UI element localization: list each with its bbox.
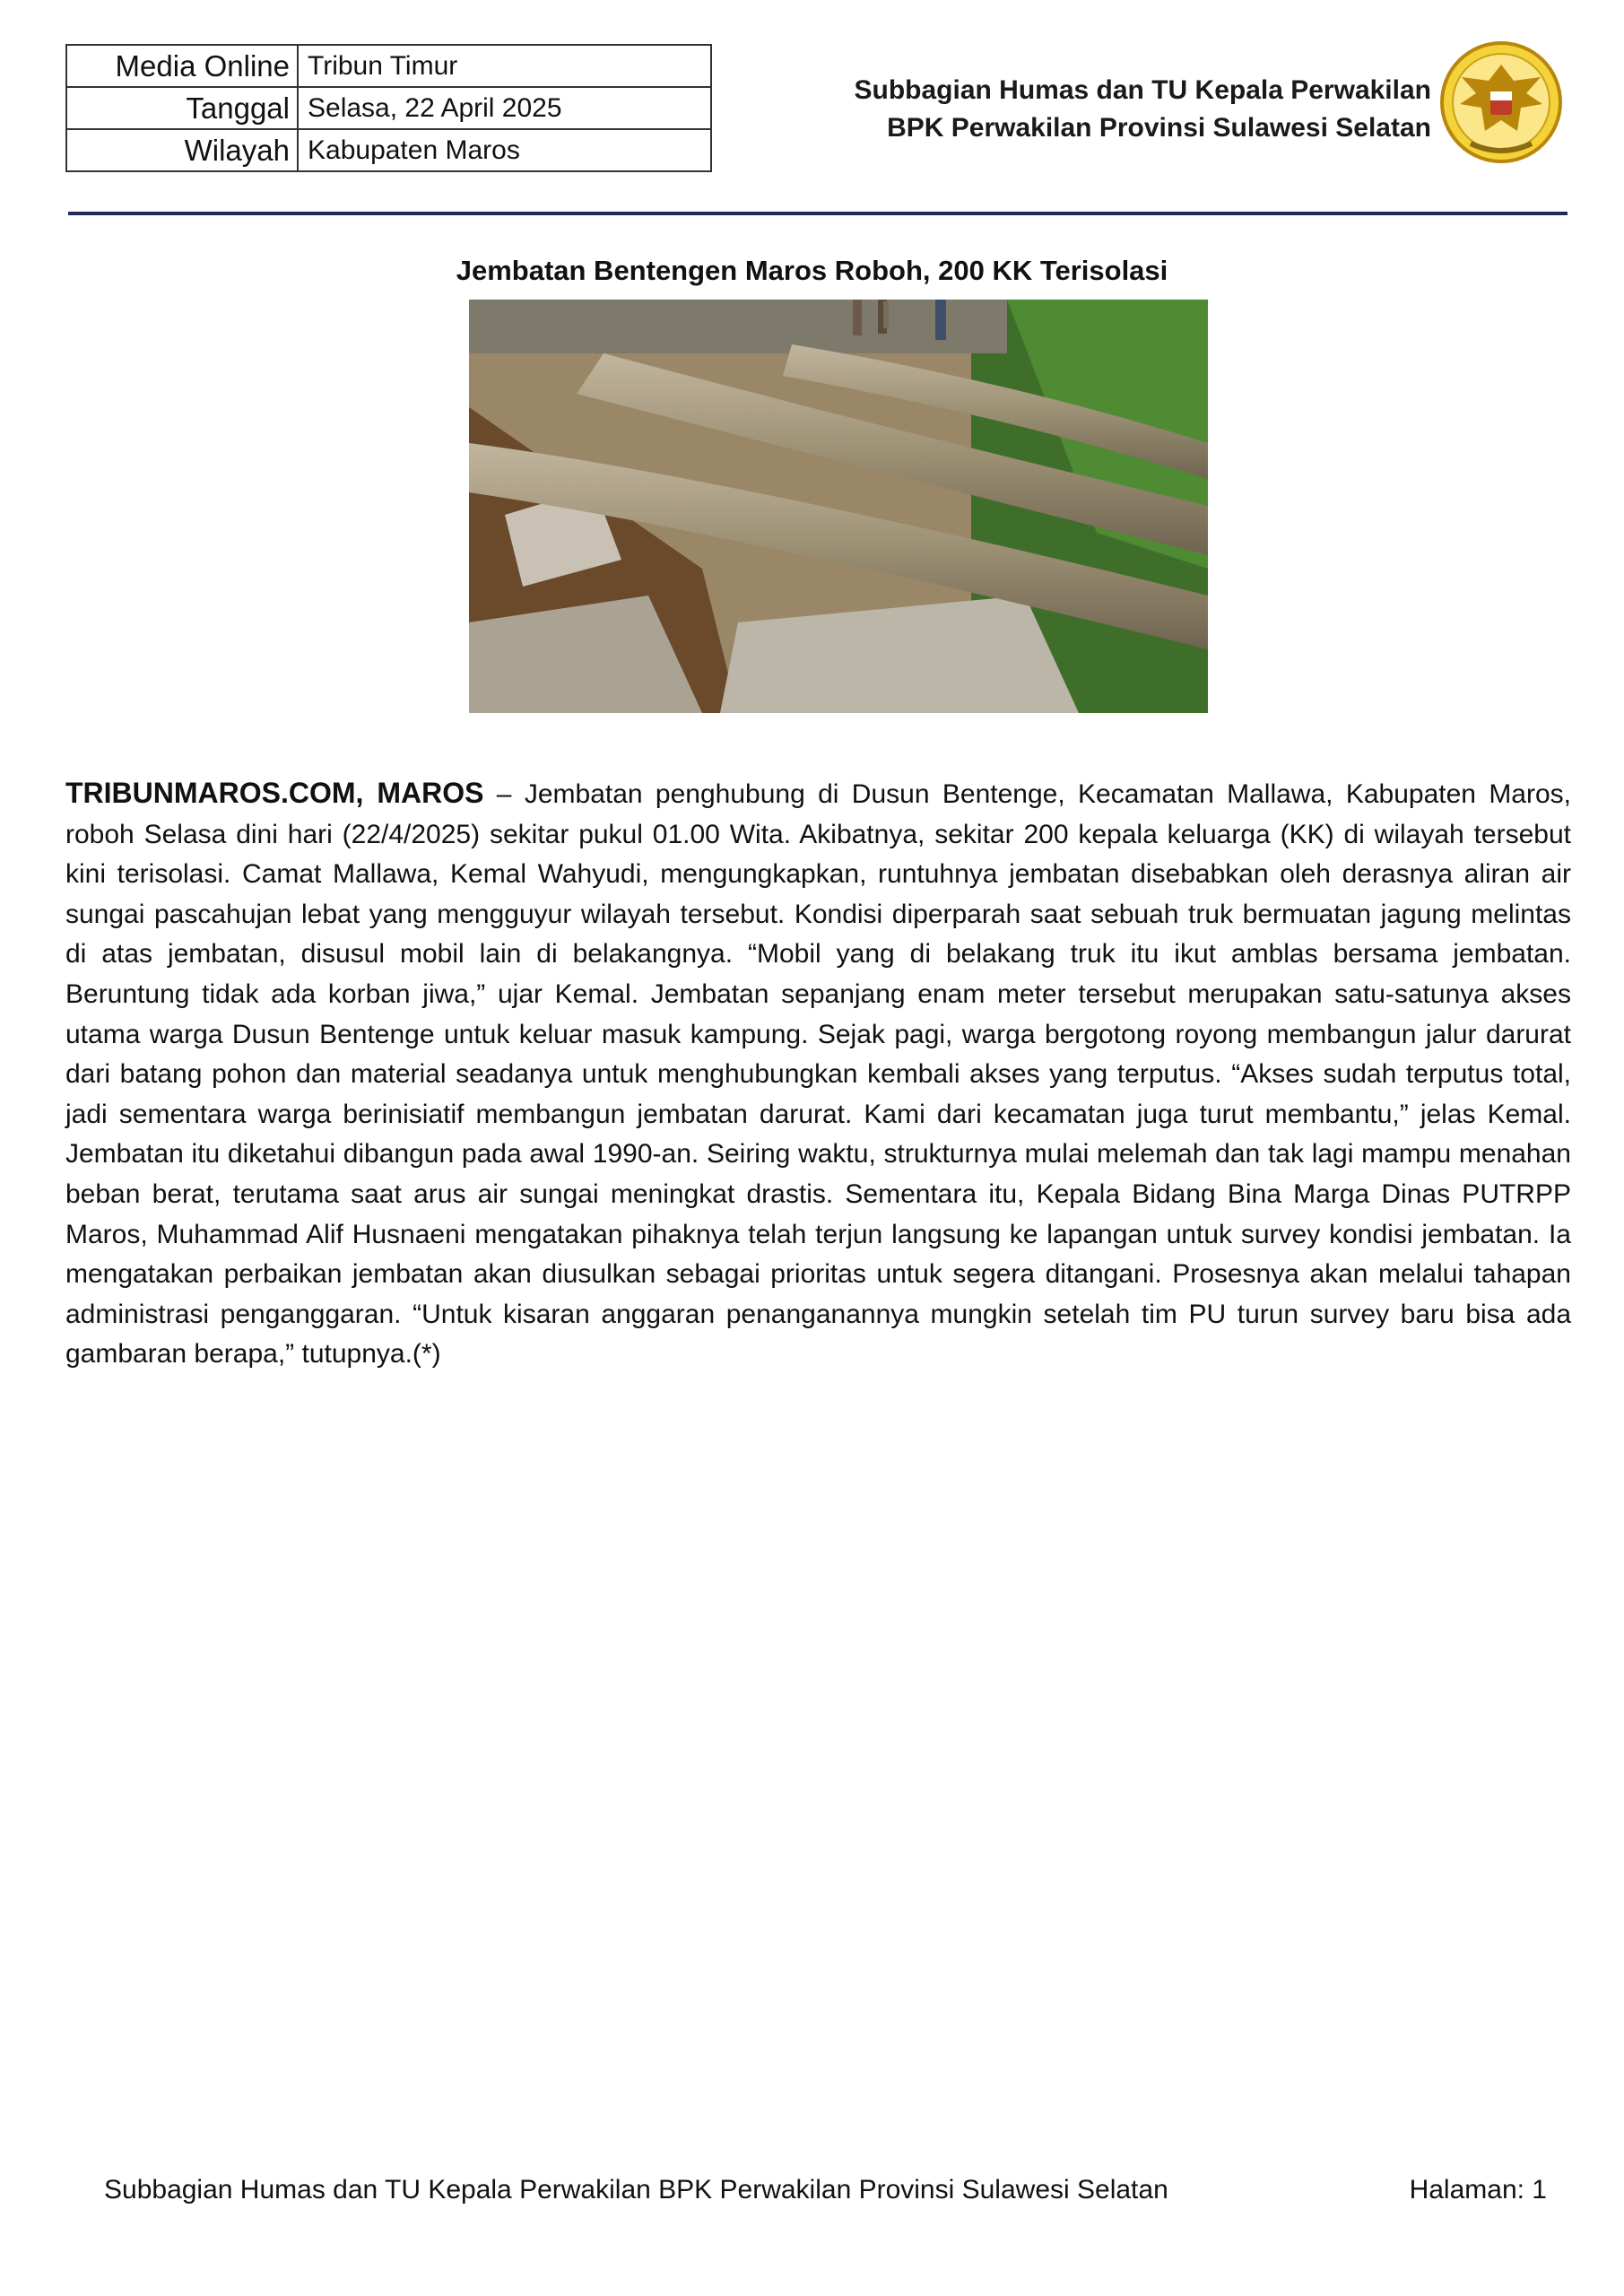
article-source: TRIBUNMAROS.COM, MAROS	[65, 777, 484, 809]
page-number: Halaman: 1	[1409, 2175, 1547, 2205]
footer-org: Subbagian Humas dan TU Kepala Perwakilan BPK Perwakilan Provinsi Sulawesi Selatan	[104, 2175, 1168, 2205]
date-row	[66, 87, 711, 129]
org-line-1: Subbagian Humas dan TU Kepala Perwakilan	[854, 75, 1431, 105]
header-divider	[68, 212, 1568, 215]
source-dash: –	[483, 779, 525, 809]
article-paragraph: Jembatan penghubung di Dusun Bentenge, Kecamatan Mallawa, Kabupaten Maros, roboh Selasa dini hari (22/4/2025) sekitar pukul 01.00 Wita. Akibatnya, sekitar 200 kepala keluarga (KK) di wilayah tersebut kini terisolasi. Camat Mallawa, Kemal Wahyudi, mengungkapkan, runtuhnya jembatan disebabkan oleh derasnya aliran air sungai pascahujan lebat yang mengguyur wilayah tersebut. Kondisi diperparah saat sebuah truk bermuatan jagung melintas di atas jembatan, disusul mobil lain di belakangnya. “Mobil yang di belakang truk itu ikut amblas bersama jembatan. Beruntung tidak ada korban jiwa,” ujar Kemal. Jembatan sepanjang enam meter tersebut merupakan satu-satunya akses utama warga Dusun Bentenge untuk keluar masuk kampung. Sejak pagi, warga bergotong royong membangun jalur darurat dari batang pohon dan material seadanya untuk menghubungkan kembali akses yang terputus. “Akses sudah terputus total, jadi sementara warga berinisiatif membangun jembatan darurat. Kami dari kecamatan juga turut membantu,” jelas Kemal. Jembatan itu diketahui dibangun pada awal 1990-an. Seiring waktu, strukturnya mulai melemah dan tak lagi mampu menahan beban berat, terutama saat arus air sungai meningkat drastis. Sementara itu, Kepala Bidang Bina Marga Dinas PUTRPP Maros, Muhammad Alif Husnaeni mengatakan pihaknya telah terjun langsung ke lapangan untuk survey kondisi jembatan. Ia mengatakan perbaikan jembatan akan diusulkan sebagai prioritas untuk segera ditangani. Prosesnya akan melalui tahapan administrasi penganggaran. “Untuk kisaran anggaran penanganannya mungkin setelah tim PU turun survey baru bisa ada gambaran berapa,” tutupnya.(*)	[65, 779, 1572, 1370]
date-label: Tanggal	[66, 87, 298, 129]
org-heading	[854, 72, 1431, 147]
article-body	[65, 773, 1571, 1375]
media-value: Tribun Timur	[298, 45, 711, 87]
media-label: Media Online	[66, 45, 298, 87]
article-title: Jembatan Bentengen Maros Roboh, 200 KK Terisolasi	[456, 255, 1168, 286]
region-row	[66, 129, 711, 171]
region-value: Kabupaten Maros	[298, 129, 711, 171]
garuda-emblem-icon	[1435, 38, 1568, 172]
media-info-table	[65, 44, 712, 172]
region-label: Wilayah	[66, 129, 298, 171]
collapsed-bridge-photo	[469, 300, 1208, 713]
date-value: Selasa, 22 April 2025	[298, 87, 711, 129]
org-line-2: BPK Perwakilan Provinsi Sulawesi Selatan	[887, 113, 1431, 143]
media-row	[66, 45, 711, 87]
